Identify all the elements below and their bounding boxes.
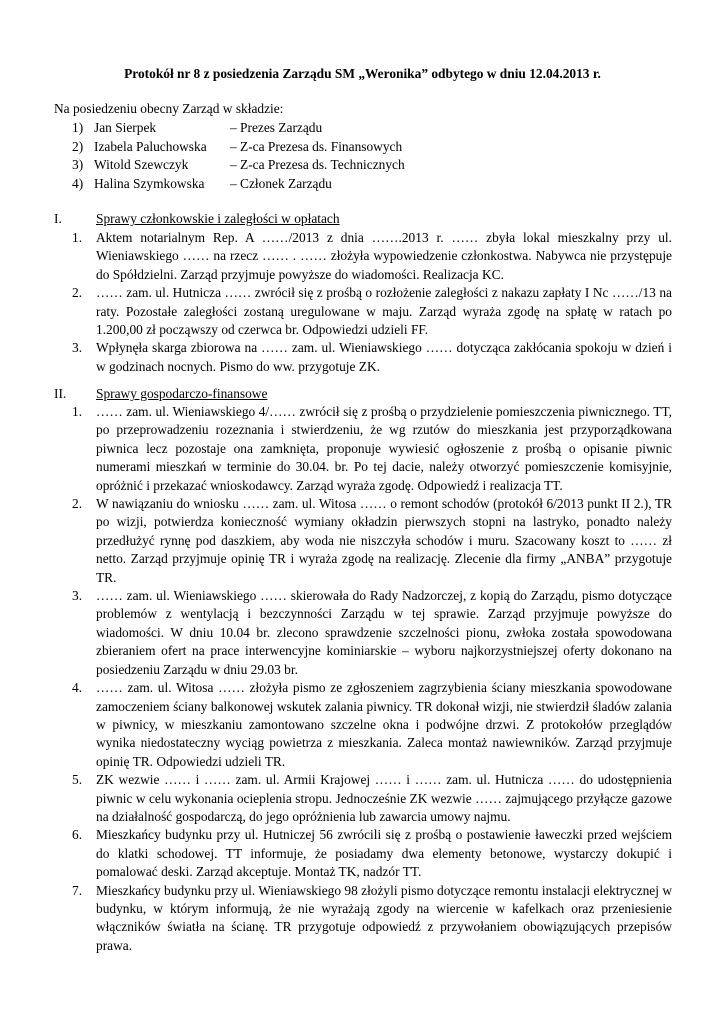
list-item <box>72 339 672 376</box>
item-number: 7. <box>72 882 83 898</box>
intro-text: Na posiedzeniu obecny Zarząd w składzie: <box>54 101 284 116</box>
member-role: – Z-ca Prezesa ds. Technicznych <box>230 157 405 172</box>
section-items-economic <box>72 403 672 955</box>
member-name: Jan Sierpek <box>94 120 157 135</box>
list-item <box>72 284 672 339</box>
item-number: 2. <box>72 496 83 512</box>
member-row <box>72 156 405 175</box>
item-text: ZK wezwie …… i …… zam. ul. Armii Krajowej …… i …… zam. ul. Hutnicza …… do udostępnienia piwnic w celu wykonania ocieplenia stropu. Jednocześnie ZK wezwie …… zajmującego przyłącze gazowe na działalność gospodarczą, do jego opróżnienia lub zawarcia umowy najmu. <box>96 772 672 824</box>
member-row <box>72 138 405 157</box>
item-text: Mieszkańcy budynku przy ul. Hutniczej 56 zwrócili się z prośbą o postawienie ławeczki przed wejściem do klatki schodowej. TT informuje, że posiadamy dwa elementy betonowe, wystarczy dokupić i pomalować deski. Zarząd akceptuje. Montaż TK, nadzór TT. <box>96 827 672 880</box>
item-number: 2. <box>72 285 83 301</box>
item-number: 4. <box>72 680 83 696</box>
member-row <box>72 119 405 138</box>
section-number: I. <box>54 211 62 226</box>
list-item <box>72 679 672 771</box>
item-text: Wpłynęła skarga zbiorowa na …… zam. ul. Wieniawskiego …… dotycząca zakłócania spokoju w dzień i w godzinach nocnych. Pismo do ww. przygotuje ZK. <box>96 340 672 374</box>
item-text: Aktem notarialnym Rep. A ……/2013 z dnia …….2013 r. …… zbyła lokal mieszkalny przy ul. Wieniawskiego …… na rzecz …… . …… złożyła wypowiedzenie członkostwa. Nabywca nie przystępuje do Spółdzielni. Zarząd przyjmuje powyższe do wiadomości. Realizacja KC. <box>96 230 672 282</box>
item-text: W nawiązaniu do wniosku …… zam. ul. Witosa …… o remont schodów (protokół 6/2013 punkt II 2.), TR po wizji, potwierdza konieczność wymiany okładzin pierwszych stopni na lastryko, ponadto należy przedłużyć rynnę pod daszkiem, aby woda nie niszczyła schodów i muru. Szacowany koszt to …… zł netto. Zarząd przyjmuje opinię TR i wyraża zgodę na realizację. Zlecenie dla firmy „ANBA” przygotuje TR. <box>96 496 672 585</box>
item-number: 1. <box>72 404 83 419</box>
member-name: Halina Szymkowska <box>94 175 205 191</box>
member-name: Izabela Paluchowska <box>94 138 207 154</box>
section-heading-economic <box>54 385 267 404</box>
member-number: 2) <box>72 138 84 154</box>
section-title: Sprawy członkowskie i zaległości w opłatach <box>96 211 340 226</box>
member-role: – Członek Zarządu <box>230 175 332 191</box>
member-name: Witold Szewczyk <box>94 157 189 172</box>
list-item <box>72 826 672 881</box>
member-number: 3) <box>72 157 84 172</box>
item-number: 6. <box>72 827 83 843</box>
list-item <box>72 771 672 826</box>
member-number: 4) <box>72 175 84 191</box>
board-member-list <box>72 119 405 193</box>
item-text: …… zam. ul. Hutnicza …… zwrócił się z prośbą o rozłożenie zaległości z nakazu zapłaty I Nc ……/13 na raty. Pozostałe zaległości zostaną uregulowane w maju. Zarząd wyraża zgodę na spłatę w ratach po 1.200,00 zł począwszy od czerwca br. Odpowiedzi udzieli FF. <box>96 285 672 338</box>
list-item <box>72 587 672 679</box>
item-number: 3. <box>72 588 83 604</box>
list-item <box>72 229 672 284</box>
item-text: …… zam. ul. Wieniawskiego …… skierowała do Rady Nadzorczej, z kopią do Zarządu, pismo dotyczące problemów z wentylacją i bezczynności Zarządu w tej sprawie. Zarząd przyjmuje powyższe do wiadomości. W dniu 10.04 br. zlecono sprawdzenie szczelności pionu, zwłoka została spowodowana zbieraniem ofert na prace interwencyjne kominiarskie – wyboru najkorzystniejszej oferty dokonano na posiedzeniu Zarządu w dniu 29.03 br. <box>96 588 672 677</box>
section-items-membership <box>72 229 672 376</box>
member-number: 1) <box>72 120 84 135</box>
item-text: …… zam. ul. Witosa …… złożyła pismo ze zgłoszeniem zagrzybienia ściany mieszkania spowodowane zamoczeniem ściany balkonowej wskutek zalania piwnicy. TR dokonał wizji, nie stwierdził śladów zalania w piwnicy, w mieszkaniu zamontowano szczelne okna i podwójne drzwi. Z protokołów przeglądów wynika niedostateczny wyciąg powietrza z mieszkania. Zaleca montaż nawiewników. Zarząd przyjmuje opinię TR. Odpowiedzi udzieli TR. <box>96 680 672 769</box>
list-item <box>72 403 672 495</box>
item-number: 3. <box>72 340 83 356</box>
member-role: – Z-ca Prezesa ds. Finansowych <box>230 138 403 154</box>
section-number: II. <box>54 386 67 401</box>
section-heading-membership <box>54 210 340 229</box>
member-role: – Prezes Zarządu <box>230 120 323 135</box>
section-title: Sprawy gospodarczo-finansowe <box>96 386 268 401</box>
page-title: Protokół nr 8 z posiedzenia Zarządu SM „Weronika” odbytego w dniu 12.04.2013 r. <box>124 66 601 81</box>
item-number: 5. <box>72 772 83 788</box>
item-text: …… zam. ul. Wieniawskiego 4/…… zwrócił się z prośbą o przydzielenie pomieszczenia piwnicznego. TT, po przeprowadzeniu rozeznania i stwierdzeniu, że wg rzutów do mieszkania jest przyporządkowana piwnica lecz pozostaje ona zamknięta, proponuje wywiesić ogłoszenie z prośbą o opisanie piwnic numerami mieszkań w terminie do 30.04. br. Po tej dacie, należy otworzyć pomieszczenie komisyjnie, opróżnić i przekazać wnioskodawcy. Zarząd wyraża zgodę. Odpowiedź i realizacja TT. <box>96 404 672 493</box>
member-row <box>72 175 405 194</box>
item-number: 1. <box>72 230 83 245</box>
item-text: Mieszkańcy budynku przy ul. Wieniawskiego 98 złożyli pismo dotyczące remontu instalacji elektrycznej w budynku, w którym informują, że nie wyrażają zgody na wiercenie w kafelkach oraz przeniesienie włączników światła na ścianę. TR przygotuje odpowiedź z przywołaniem obowiązujących przepisów prawa. <box>96 882 672 953</box>
list-item <box>72 882 672 956</box>
list-item <box>72 495 672 587</box>
